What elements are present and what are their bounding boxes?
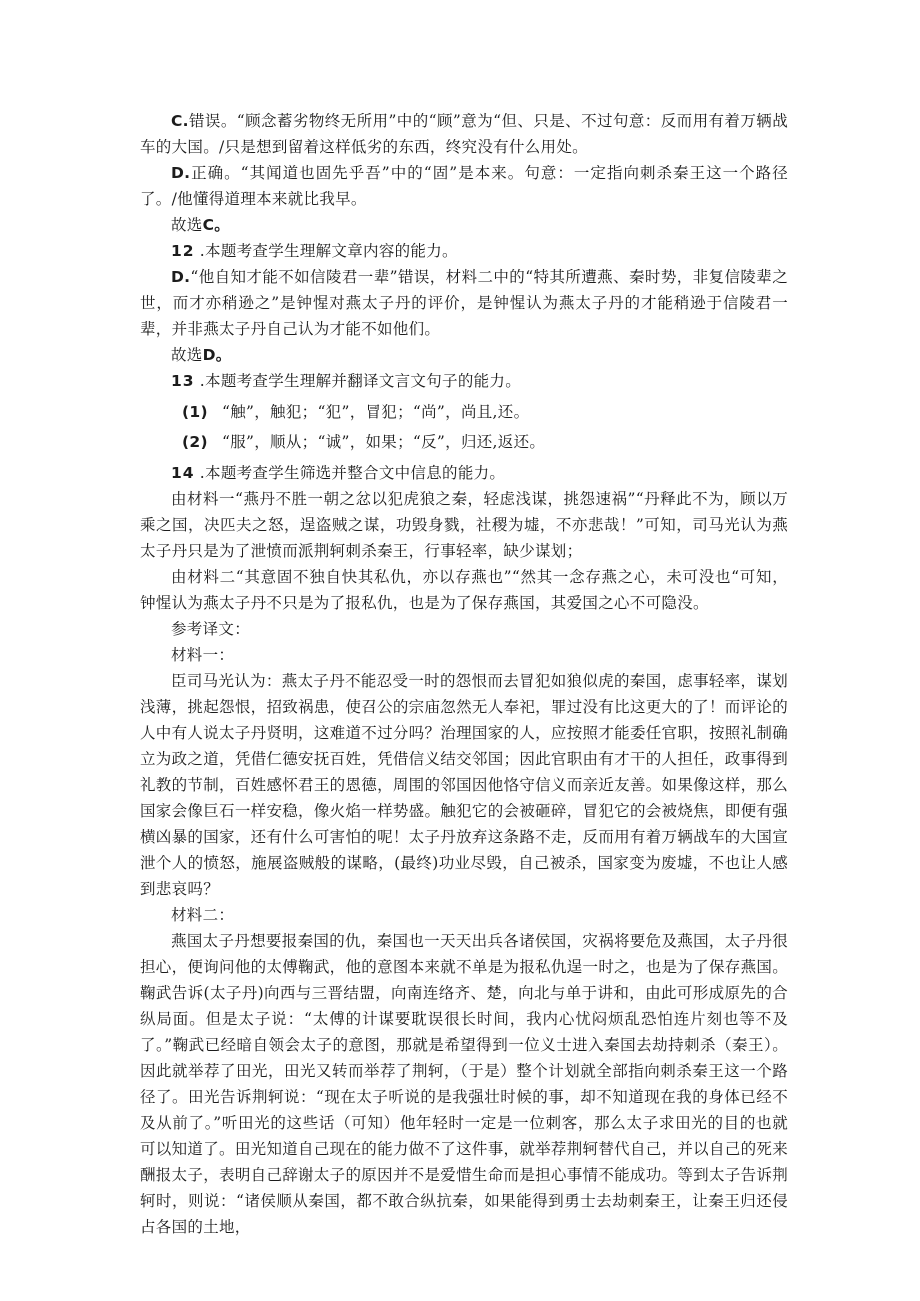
- answer-prefix: 故选: [171, 346, 203, 364]
- option-d-analysis: [140, 160, 788, 212]
- option-d-label: D.: [171, 164, 191, 182]
- answer-prefix: 故选: [171, 216, 203, 234]
- answer-letter: C。: [202, 216, 231, 234]
- translation-item-1: [140, 398, 788, 426]
- option-d-text: “他自知才能不如信陵君一辈”错误，材料二中的“特其所遭燕、秦时势，非复信陵辈之世，而才亦稍逊之”是钟惺对燕太子丹的评价，是钟惺认为燕太子丹的才能稍逊于信陵君一辈，并非燕太子丹自己认为才能不如他们。: [140, 268, 788, 338]
- item-text: “触”，触犯；“犯”，冒犯；“尚”，尚且,还。: [222, 403, 530, 421]
- option-d-label: D.: [171, 268, 191, 286]
- question-heading-text: .本题考查学生理解并翻译文言文句子的能力。: [194, 372, 522, 390]
- answer-choice-11: [140, 212, 788, 238]
- question-number: 12: [171, 242, 195, 260]
- material-two-inference: 由材料二“其意固不独自快其私仇，亦以存燕也”“然其一念存燕之心，未可没也“可知，钟惺认为燕太子丹不只是为了报私仇，也是为了保存燕国，其爱国之心不可隐没。: [140, 568, 788, 612]
- material-one-inference: 由材料一“燕丹不胜一朝之忿以犯虎狼之秦，轻虑浅谋，挑怨速祸”“丹释此不为，顾以万乘之国，决匹夫之怒，逞盗贼之谋，功毁身戮，社稷为墟，不亦悲哉！”可知，司马光认为燕太子丹只是为了泄愤而派荆轲刺杀秦王，行事轻率，缺少谋划；: [140, 490, 788, 560]
- option-c-text: 错误。“顾念蓄劣物终无所用”中的“顾”意为“但、只是、不过句意：反而用有着万辆战车的大国。/只是想到留着这样低劣的东西，终究没有什么用处。: [140, 112, 788, 156]
- question-13-heading: [140, 368, 788, 394]
- material-two-label: 材料二：: [171, 906, 235, 924]
- question-12-heading: [140, 238, 788, 264]
- reference-translation-label: 参考译文：: [171, 620, 251, 638]
- question-heading-text: .本题考查学生筛选并整合文中信息的能力。: [194, 464, 506, 482]
- question-12-analysis: [140, 264, 788, 342]
- material-one-label: 材料一：: [171, 646, 235, 664]
- option-d-text: 正确。“其闻道也固先乎吾”中的“固”是本来。句意：一定指向刺杀秦王这一个路径了。/他懂得道理本来就比我早。: [140, 164, 788, 208]
- answer-explanation-body: [140, 108, 788, 1240]
- answer-choice-12: [140, 342, 788, 368]
- option-c-analysis: [140, 108, 788, 160]
- answer-letter: D。: [202, 346, 232, 364]
- item-text: “服”，顺从；“诚”，如果；“反”，归还,返还。: [222, 433, 546, 451]
- question-14-heading: [140, 460, 788, 486]
- item-index: (1): [182, 403, 208, 421]
- question-number: 14: [171, 464, 195, 482]
- question-heading-text: .本题考查学生理解文章内容的能力。: [194, 242, 458, 260]
- translation-item-2: [140, 428, 788, 456]
- question-number: 13: [171, 372, 195, 390]
- option-c-label: C.: [171, 112, 189, 130]
- item-index: (2): [182, 433, 208, 451]
- material-two-translation: 燕国太子丹想要报秦国的仇，秦国也一天天出兵各诸侯国，灾祸将要危及燕国，太子丹很担心，便询问他的太傅鞠武，他的意图本来就不单是为报私仇逞一时之，也是为了保存燕国。鞠武告诉(太子丹)向西与三晋结盟，向南连络齐、楚，向北与单于讲和，由此可形成原先的合纵局面。但是太子说：“太傅的计谋要耽误很长时间，我内心忧闷烦乱恐怕连片刻也等不及了。”鞠武已经暗自领会太子的意图，那就是希望得到一位义士进入秦国去劫持刺杀（秦王）。因此就举荐了田光，田光又转而举荐了荆轲，（于是）整个计划就全部指向刺杀秦王这一个路径了。田光告诉荆轲说：“现在太子听说的是我强壮时候的事，却不知道现在我的身体已经不及从前了。”听田光的这些话（可知）他年轻时一定是一位刺客，那么太子求田光的目的也就可以知道了。田光知道自己现在的能力做不了这件事，就举荐荆轲替代自己，并以自己的死来酬报太子，表明自己辞谢太子的原因并不是爱惜生命而是担心事情不能成功。等到太子告诉荆轲时，则说：“诸侯顺从秦国，都不敢合纵抗秦，如果能得到勇士去劫刺秦王，让秦王归还侵占各国的土地，: [140, 932, 788, 1236]
- material-one-translation: 臣司马光认为：燕太子丹不能忍受一时的怨恨而去冒犯如狼似虎的秦国，虑事轻率，谋划浅薄，挑起怨恨，招致祸患，使召公的宗庙忽然无人奉祀，罪过没有比这更大的了！而评论的人中有人说太子丹贤明，这难道不过分吗？治理国家的人，应按照才能委任官职，按照礼制确立为政之道，凭借仁德安抚百姓，凭借信义结交邻国；因此官职由有才干的人担任，政事得到礼教的节制，百姓感怀君王的恩德，周围的邻国因他恪守信义而亲近友善。如果像这样，那么国家会像巨石一样安稳，像火焰一样势盛。触犯它的会被砸碎，冒犯它的会被烧焦，即便有强横凶暴的国家，还有什么可害怕的呢！太子丹放弃这条路不走，反而用有着万辆战车的大国宣泄个人的愤怒，施展盗贼般的谋略，(最终)功业尽毁，自己被杀，国家变为废墟，不也让人感到悲哀吗？: [140, 672, 788, 898]
